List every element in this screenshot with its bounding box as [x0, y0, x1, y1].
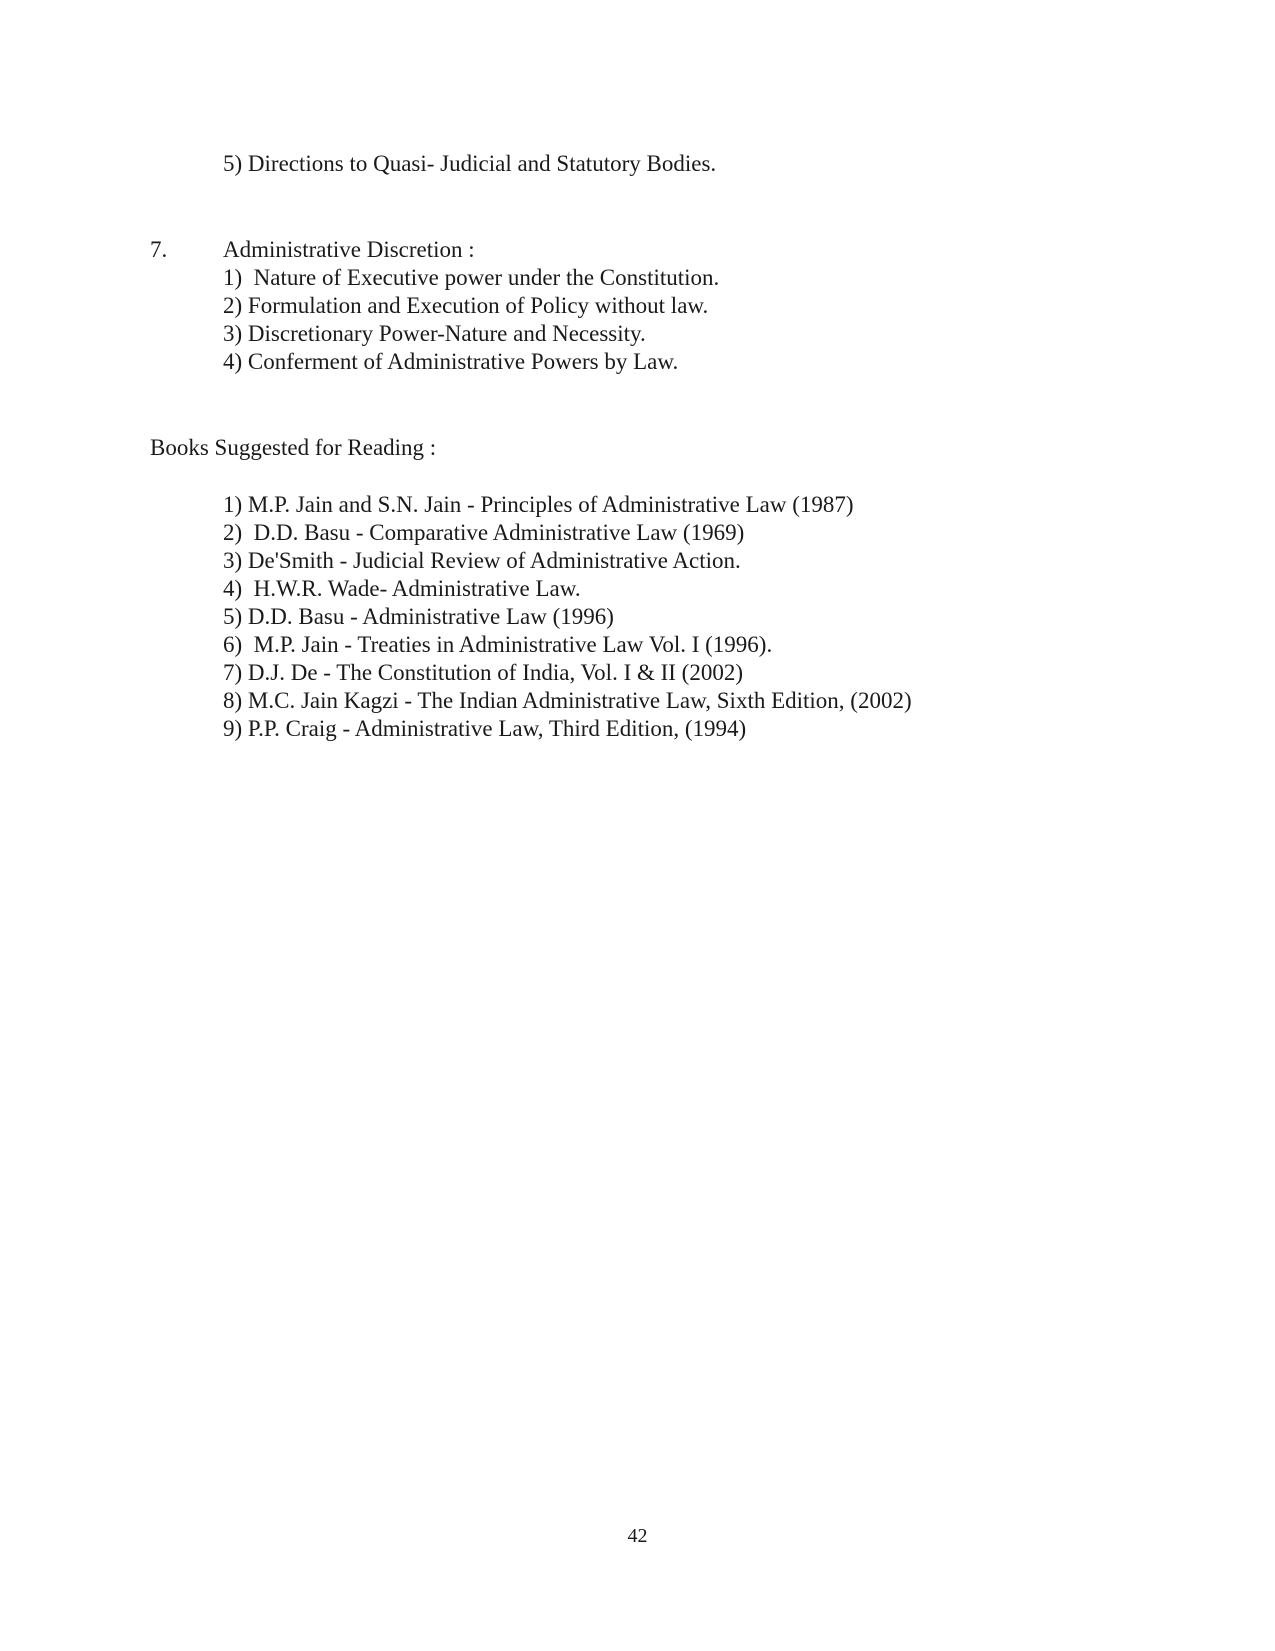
section-7-number: 7.: [150, 237, 168, 262]
book-item: 5) D.D. Basu - Administrative Law (1996): [223, 604, 614, 629]
section-7-item: 2) Formulation and Execution of Policy without law.: [223, 293, 709, 318]
section-7-item: 4) Conferment of Administrative Powers by Law.: [223, 349, 679, 374]
section-7-heading: Administrative Discretion :: [223, 237, 475, 262]
section-7-item: 1) Nature of Executive power under the Constitution.: [223, 265, 720, 290]
book-item: 8) M.C. Jain Kagzi - The Indian Administrative Law, Sixth Edition, (2002): [223, 688, 912, 713]
book-item: 7) D.J. De - The Constitution of India, Vol. I & II (2002): [223, 660, 744, 685]
book-item: 1) M.P. Jain and S.N. Jain - Principles of Administrative Law (1987): [223, 492, 854, 517]
book-item: 3) De'Smith - Judicial Review of Administrative Action.: [223, 548, 741, 573]
section-7-item: 3) Discretionary Power-Nature and Necessity.: [223, 321, 646, 346]
book-item: 2) D.D. Basu - Comparative Administrative Law (1969): [223, 520, 745, 545]
book-item: 6) M.P. Jain - Treaties in Administrative Law Vol. I (1996).: [223, 632, 773, 657]
books-heading: Books Suggested for Reading :: [150, 435, 437, 460]
continuation-item-5: 5) Directions to Quasi- Judicial and Statutory Bodies.: [223, 151, 717, 176]
book-item: 4) H.W.R. Wade- Administrative Law.: [223, 576, 581, 601]
page-number: 42: [627, 1525, 648, 1547]
book-item: 9) P.P. Craig - Administrative Law, Third Edition, (1994): [223, 716, 747, 741]
